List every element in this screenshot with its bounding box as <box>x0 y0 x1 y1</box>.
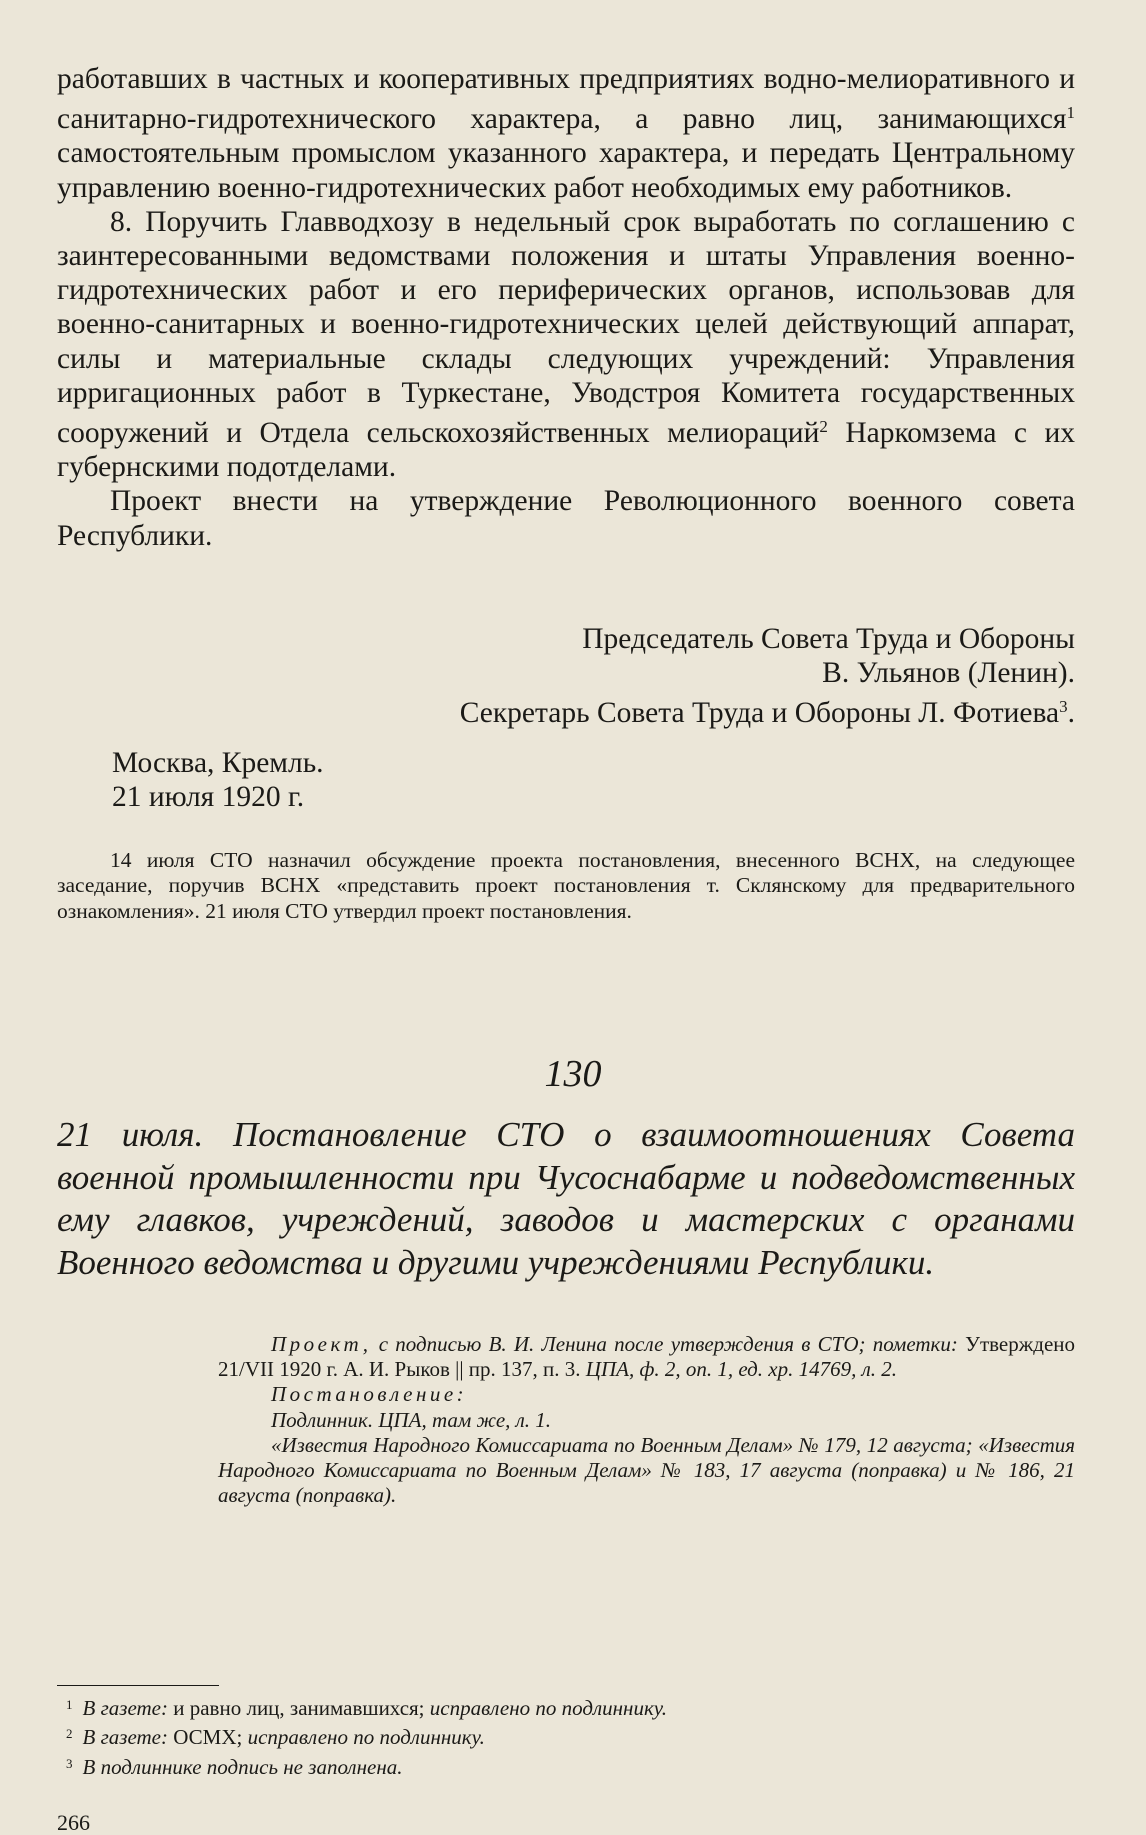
footnote: $^3$ В подлиннике подпись не заполнена. <box>66 1754 403 1779</box>
signature-block <box>57 622 1075 731</box>
date: 21 июля 1920 г. <box>112 781 305 814</box>
signature-line: Председатель Совета Труда и Обороны <box>582 623 1075 655</box>
page-number: 266 <box>57 1810 90 1835</box>
body-paragraph: Проект внести на утверждение Революционного военного совета Республики. <box>57 485 1075 552</box>
body-paragraph: 8. Поручить Главводхозу в недельный срок выработать по соглашению с заинтересованными ведомствами положения и штаты Управления военно-гидротехнических работ и его периферических органов, использовав для военно-санитарных и военно-гидротехнических целей действующий аппарат, силы и материальные склады следующих учреждений: Управления ирригационных работ в Туркестане, Уводстроя Комитета государственных сооружений и Отдела сельскохозяйственных мелиораций$^2$ Наркомзема с их губернскими подотделами. <box>57 205 1076 484</box>
main-text <box>57 62 1075 553</box>
body-paragraph: работавших в частных и кооперативных предприятиях водно-мелиоративного и санитарно-гидротехнического характера, а равно лиц, занимающихся$^1$ самостоятельным промыслом указанного характера, и передать Центральному управлению военно-гидротехнических работ необходимых ему работников. <box>57 63 1075 204</box>
editorial-note: 14 июля СТО назначил обсуждение проекта постановления, внесенного ВСНХ, на следующее заседание, поручив ВСНХ «представить проект постановления т. Склянскому для предварительного ознакомления». 21 июля СТО утвердил проект постановления. <box>57 848 1075 923</box>
archive-references <box>218 1332 1075 1508</box>
signature-line: В. Ульянов (Ленин). <box>822 657 1075 690</box>
place: Москва, Кремль. <box>112 747 324 779</box>
signature-line: Секретарь Совета Труда и Обороны Л. Фотиева$^3$. <box>459 697 1075 730</box>
archive-entry: Подлинник. ЦПА, там же, л. 1. <box>271 1407 552 1432</box>
archive-entry: Постановление: <box>271 1382 468 1407</box>
document-number: 130 <box>544 1053 602 1095</box>
footnote: $^1$ В газете: и равно лиц, занимавшихся; исправлено по подлиннику. <box>66 1696 668 1720</box>
place-date <box>112 746 324 814</box>
footnote: $^2$ В газете: ОСМХ; исправлено по подлиннику. <box>66 1725 485 1750</box>
footnote-marker: 2 <box>819 417 828 437</box>
footnotes <box>66 1692 1066 1780</box>
document-title: 21 июля. Постановление СТО о взаимоотношениях Совета военной промышленности при Чусоснабарме и подведомственных ему главков, учреждений, заводов и мастерских с органами Военного ведомства и другими учреждениями Республики. <box>57 1115 1075 1282</box>
footnote-divider <box>57 1685 219 1686</box>
footnote-marker: 3 <box>1059 697 1068 717</box>
archive-entry: «Известия Народного Комиссариата по Военным Делам» № 179, 12 августа; «Известия Народного Комиссариата по Военным Делам» № 183, 17 августа (поправка) и № 186, 21 августа (поправка). <box>218 1432 1075 1508</box>
footnote-marker: 1 <box>1066 103 1075 123</box>
archive-entry: Проект, с подписью В. И. Ленина после утверждения в СТО; пометки: Утверждено 21/VII 1920 г. А. И. Рыков || пр. 137, п. 3. ЦПА, ф. 2, оп. 1, ед. хр. 14769, л. 2. <box>218 1332 1076 1382</box>
